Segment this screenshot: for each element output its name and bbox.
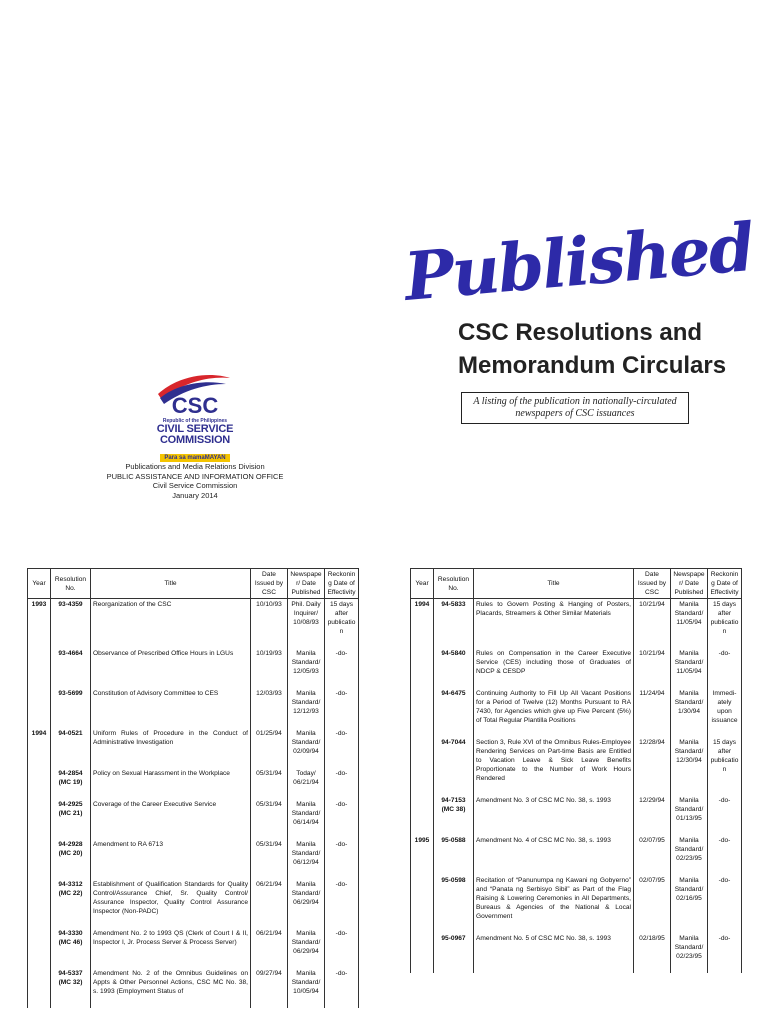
cell-newspaper: Manila Standard/ 06/29/94 <box>288 879 325 928</box>
cell-newspaper: Manila Standard/ 12/12/93 <box>288 688 325 728</box>
cell-newspaper: Today/ 06/21/94 <box>288 768 325 799</box>
table-row <box>411 688 742 737</box>
cell-title: Amendment No. 2 of the Omnibus Guidelines on Appts & Other Personnel Actions, CSC MC No. 38, s. 1993 (Employment Status of <box>91 968 251 1008</box>
header-title: Title <box>91 569 251 599</box>
cell-date-issued: 09/27/94 <box>251 968 288 1008</box>
table-row <box>28 839 359 879</box>
cell-effectivity: -do- <box>325 799 359 839</box>
cell-title: Amendment to RA 6713 <box>91 839 251 879</box>
header-effectivity: Reckoning Date of Effectivity <box>708 569 742 599</box>
logo-name-line-1: CIVIL SERVICE <box>156 423 234 435</box>
cell-resolution-no: 94-7153 (MC 38) <box>434 795 474 835</box>
table-row <box>411 648 742 688</box>
title-line-1: CSC Resolutions and <box>458 319 703 346</box>
table-row <box>411 835 742 875</box>
table-row <box>411 933 742 973</box>
cell-date-issued: 01/25/94 <box>251 728 288 768</box>
cell-title: Rules to Govern Posting & Hanging of Posters, Placards, Streamers & Other Similar Materials <box>474 599 634 649</box>
cell-resolution-no: 93-4664 <box>51 648 91 688</box>
cell-title: Section 3, Rule XVI of the Omnibus Rules-Employee Rendering Services on Part-time Basis are Entitled to Vacation Leave & Sick Leave Benefits Proportionate to the Number of Work Hours Rendered <box>474 737 634 795</box>
cell-year <box>28 839 51 879</box>
header-newspaper: Newspaper/ Date Published <box>288 569 325 599</box>
logo-slogan: Para sa mamaMAYAN <box>160 454 229 462</box>
table-row <box>411 875 742 933</box>
cell-effectivity: -do- <box>325 768 359 799</box>
cell-title: Policy on Sexual Harassment in the Workplace <box>91 768 251 799</box>
cell-title: Recitation of “Panunumpa ng Kawani ng Gobyerno” and “Panata ng Serbisyo Sibil” as Part of the Flag Raising & Lowering Ceremonies in All Departments, Bureaus & Agencies of the National & Local Government <box>474 875 634 933</box>
cell-newspaper: Manila Standard/ 12/05/93 <box>288 648 325 688</box>
cell-date-issued: 10/19/93 <box>251 648 288 688</box>
cell-newspaper: Manila Standard/ 11/05/94 <box>671 599 708 649</box>
cell-effectivity: -do- <box>708 795 742 835</box>
header-effectivity: Reckoning Date of Effectivity <box>325 569 359 599</box>
cell-effectivity: -do- <box>325 728 359 768</box>
cell-year <box>411 875 434 933</box>
cell-date-issued: 05/31/94 <box>251 839 288 879</box>
cell-title: Rules on Compensation in the Career Executive Service (CES) including those of Graduates of NDCP & CESDP <box>474 648 634 688</box>
table-row <box>411 795 742 835</box>
cell-date-issued: 05/31/94 <box>251 799 288 839</box>
cell-title: Establishment of Qualification Standards for Quality Control/Assurance Chief, Sr. Quality Control/ Assurance Inspector, Quality Control Assurance Inspector (Non-PADC) <box>91 879 251 928</box>
cell-resolution-no: 94-6475 <box>434 688 474 737</box>
cell-effectivity: 15 days after publication <box>325 599 359 649</box>
header-title: Title <box>474 569 634 599</box>
document-title <box>458 316 758 382</box>
header-date-issued: Date Issued by CSC <box>251 569 288 599</box>
cell-effectivity: 15 days after publication <box>708 599 742 649</box>
table-header-row <box>411 569 742 599</box>
subtitle-box: A listing of the publication in nationally-circulated newspapers of CSC issuances <box>461 392 689 424</box>
cell-newspaper: Manila Standard/ 1/30/94 <box>671 688 708 737</box>
header-date-issued: Date Issued by CSC <box>634 569 671 599</box>
cell-resolution-no: 93-5699 <box>51 688 91 728</box>
logo-wordmark <box>150 418 240 464</box>
cell-resolution-no: 94-0521 <box>51 728 91 768</box>
cell-year <box>411 737 434 795</box>
table-row <box>28 968 359 1008</box>
resolutions-table-right <box>410 568 742 973</box>
cell-effectivity: -do- <box>708 875 742 933</box>
cell-year <box>411 795 434 835</box>
cell-title: Amendment No. 3 of CSC MC No. 38, s. 1993 <box>474 795 634 835</box>
table-body-right <box>411 599 742 974</box>
cell-newspaper: Manila Standard/ 02/23/95 <box>671 933 708 973</box>
cell-year: 1993 <box>28 599 51 649</box>
cell-date-issued: 10/21/94 <box>634 648 671 688</box>
cell-newspaper: Manila Standard/ 02/23/95 <box>671 835 708 875</box>
cell-resolution-no: 95-0598 <box>434 875 474 933</box>
office-division: Publications and Media Relations Division <box>125 462 265 471</box>
cell-year <box>28 928 51 968</box>
cell-title: Reorganization of the CSC <box>91 599 251 649</box>
cell-year <box>28 768 51 799</box>
title-line-2: Memorandum Circulars <box>458 352 727 379</box>
cell-year <box>28 968 51 1008</box>
cell-newspaper: Manila Standard/ 11/05/94 <box>671 648 708 688</box>
cell-resolution-no: 94-7044 <box>434 737 474 795</box>
cell-date-issued: 12/03/93 <box>251 688 288 728</box>
cell-resolution-no: 94-5833 <box>434 599 474 649</box>
cell-year: 1994 <box>411 599 434 649</box>
table-row <box>28 728 359 768</box>
header-resolution-no: Resolution No. <box>51 569 91 599</box>
cell-title: Continuing Authority to Fill Up All Vacant Positions for a Period of Twelve (12) Months Pursuant to RA 7430, for Agencies which give up Five Percent (5%) of Total Regular Plantilla Positions <box>474 688 634 737</box>
table-row <box>28 648 359 688</box>
cell-date-issued: 05/31/94 <box>251 768 288 799</box>
cell-newspaper: Manila Standard/ 02/09/94 <box>288 728 325 768</box>
cell-resolution-no: 95-0588 <box>434 835 474 875</box>
cell-year <box>28 799 51 839</box>
cell-resolution-no: 94-3312 (MC 22) <box>51 879 91 928</box>
cell-year: 1994 <box>28 728 51 768</box>
table-row <box>28 599 359 649</box>
office-name: PUBLIC ASSISTANCE AND INFORMATION OFFICE <box>106 471 284 481</box>
cell-effectivity: -do- <box>325 928 359 968</box>
table-row <box>28 799 359 839</box>
cell-title: Uniform Rules of Procedure in the Conduct of Administrative Investigation <box>91 728 251 768</box>
cell-date-issued: 06/21/94 <box>251 879 288 928</box>
table-row <box>28 768 359 799</box>
cell-effectivity: Immedi-ately upon issuance <box>708 688 742 737</box>
cell-year <box>28 688 51 728</box>
cell-year <box>28 648 51 688</box>
cell-date-issued: 12/29/94 <box>634 795 671 835</box>
cell-date-issued: 02/07/95 <box>634 875 671 933</box>
cell-resolution-no: 94-5840 <box>434 648 474 688</box>
cell-title: Constitution of Advisory Committee to CES <box>91 688 251 728</box>
logo-name-line-2: COMMISSION <box>159 434 231 446</box>
cell-resolution-no: 94-2854 (MC 19) <box>51 768 91 799</box>
logo-republic: Republic of the Philippines <box>162 418 228 424</box>
cell-date-issued: 10/21/94 <box>634 599 671 649</box>
cell-resolution-no: 93-4359 <box>51 599 91 649</box>
table-row <box>411 599 742 649</box>
cell-date-issued: 12/28/94 <box>634 737 671 795</box>
cell-date-issued: 10/10/93 <box>251 599 288 649</box>
table-row <box>28 879 359 928</box>
cell-year <box>28 879 51 928</box>
header-newspaper: Newspaper/ Date Published <box>671 569 708 599</box>
table-header-row <box>28 569 359 599</box>
table-body-left <box>28 599 359 1009</box>
cell-date-issued: 02/18/95 <box>634 933 671 973</box>
cell-effectivity: -do- <box>708 835 742 875</box>
cell-effectivity: -do- <box>325 839 359 879</box>
header-year: Year <box>411 569 434 599</box>
cell-newspaper: Manila Standard/ 10/05/94 <box>288 968 325 1008</box>
cell-effectivity: -do- <box>325 968 359 1008</box>
cell-effectivity: -do- <box>325 688 359 728</box>
cell-title: Amendment No. 5 of CSC MC No. 38, s. 1993 <box>474 933 634 973</box>
office-commission: Civil Service Commission <box>152 481 238 490</box>
cell-resolution-no: 94-2925 (MC 21) <box>51 799 91 839</box>
table-row <box>28 928 359 968</box>
office-info <box>90 462 300 500</box>
cell-newspaper: Manila Standard/ 06/12/94 <box>288 839 325 879</box>
cell-newspaper: Manila Standard/ 02/16/95 <box>671 875 708 933</box>
cell-title: Amendment No. 4 of CSC MC No. 38, s. 1993 <box>474 835 634 875</box>
cell-newspaper: Manila Standard/ 06/14/94 <box>288 799 325 839</box>
script-title-published: Published <box>401 207 756 316</box>
header-resolution-no: Resolution No. <box>434 569 474 599</box>
cell-date-issued: 06/21/94 <box>251 928 288 968</box>
cell-resolution-no: 95-0967 <box>434 933 474 973</box>
cell-title: Observance of Prescribed Office Hours in LGUs <box>91 648 251 688</box>
cell-date-issued: 02/07/95 <box>634 835 671 875</box>
cell-year: 1995 <box>411 835 434 875</box>
cell-year <box>411 688 434 737</box>
cell-newspaper: Manila Standard/ 12/30/94 <box>671 737 708 795</box>
cell-date-issued: 11/24/94 <box>634 688 671 737</box>
table-row <box>411 737 742 795</box>
cell-resolution-no: 94-3330 (MC 46) <box>51 928 91 968</box>
cell-title: Amendment No. 2 to 1993 QS (Clerk of Court I & II, Inspector I, Jr. Process Server & Process Server) <box>91 928 251 968</box>
cell-resolution-no: 94-5337 (MC 32) <box>51 968 91 1008</box>
office-date: January 2014 <box>172 490 218 500</box>
cell-effectivity: -do- <box>325 648 359 688</box>
cell-newspaper: Manila Standard/ 01/13/95 <box>671 795 708 835</box>
cell-effectivity: -do- <box>708 933 742 973</box>
cell-year <box>411 933 434 973</box>
cell-newspaper: Manila Standard/ 06/29/94 <box>288 928 325 968</box>
cell-newspaper: Phil. Daily Inquirer/ 10/08/93 <box>288 599 325 649</box>
cell-effectivity: -do- <box>325 879 359 928</box>
resolutions-table-left <box>27 568 359 1008</box>
cell-resolution-no: 94-2928 (MC 20) <box>51 839 91 879</box>
cell-title: Coverage of the Career Executive Service <box>91 799 251 839</box>
cell-effectivity: 15 days after publication <box>708 737 742 795</box>
cell-year <box>411 648 434 688</box>
table-row <box>28 688 359 728</box>
cell-effectivity: -do- <box>708 648 742 688</box>
header-year: Year <box>28 569 51 599</box>
logo-acronym: CSC <box>171 393 219 418</box>
